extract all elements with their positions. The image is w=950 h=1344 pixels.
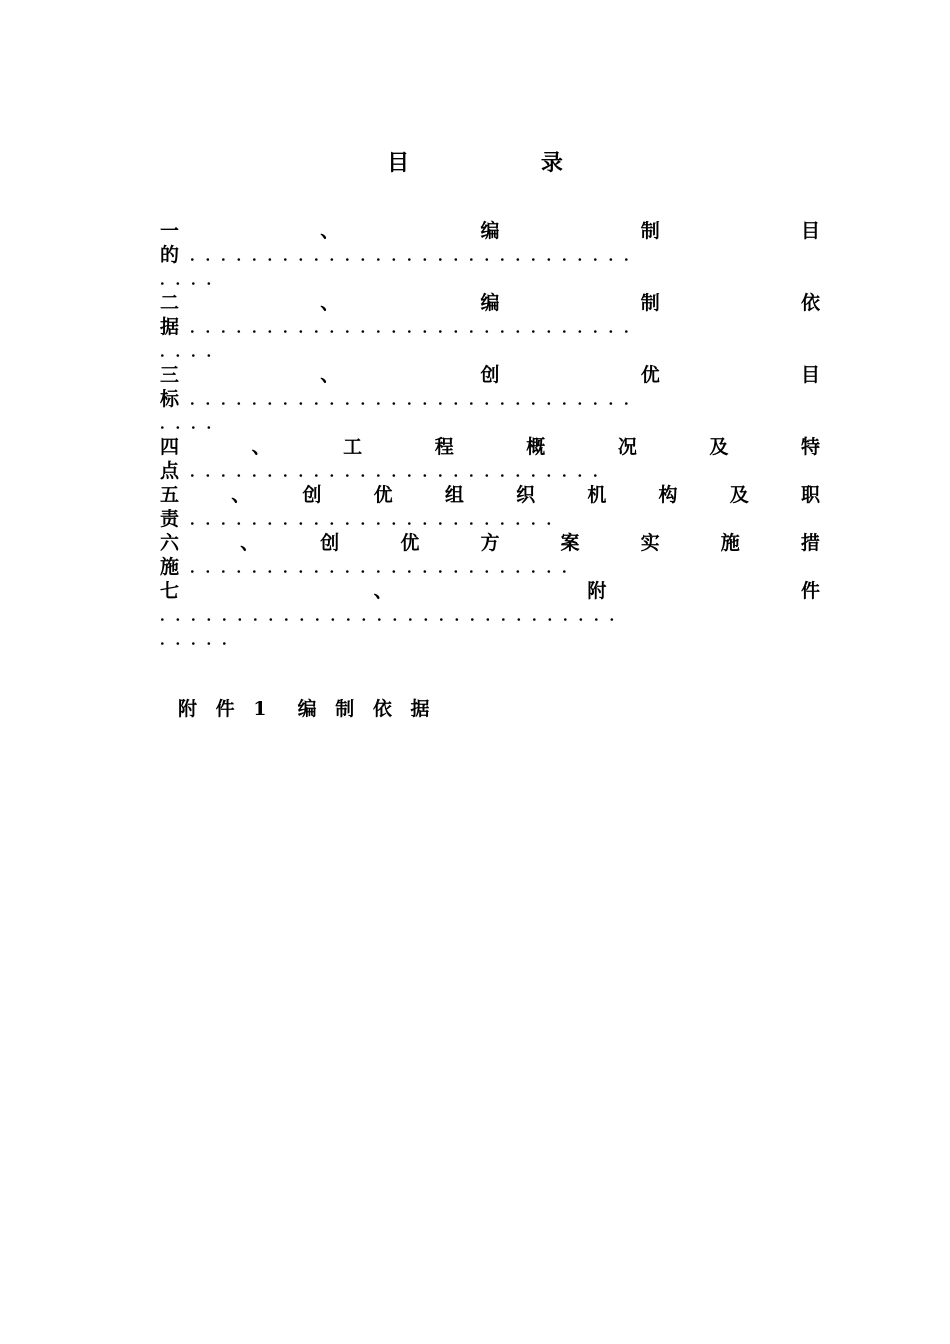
toc-heading-char: 、 [240,532,260,554]
toc-heading-char: 、 [320,292,340,314]
dot-leader-continuation: ．．．．． [160,630,246,648]
dot-leader-continuation: ．．．． [160,270,230,288]
appendix-line: 附 件 1 编 制 依 据 [178,698,436,720]
dot-leader-continuation: ．．．． [160,414,230,432]
dot-leader: ．．．．．．．．．．．．．．．．．．．．．．．．．．．．．． [160,606,633,624]
toc-heading-char: 、 [373,580,393,602]
toc-heading-char: 件 [800,580,820,602]
toc-heading-char: 方 [480,532,500,554]
toc-heading-char: 优 [400,532,420,554]
toc-entry[interactable] [160,483,820,531]
toc-heading-char: 措 [800,532,820,554]
toc-heading-char: 六 [160,532,180,554]
dot-leader: ．．．．．．．．．．．．．．．．．．．．．．．．．．．．． [190,390,648,408]
toc-heading-char: 制 [640,220,660,242]
toc-heading-char: 案 [560,532,580,554]
toc-entry[interactable] [160,219,820,291]
toc-heading-char: 构 [658,484,678,506]
toc-heading-char: 附 [587,580,607,602]
toc-entry-leader-line [160,555,820,579]
toc-heading-char: 职 [800,484,820,506]
toc-heading-char: 优 [640,364,660,386]
toc-heading-char: 编 [480,292,500,314]
toc-heading-char: 创 [480,364,500,386]
dot-leader: ．．．．．．．．．．．．．．．．．．．．．．．．．．．．． [190,246,648,264]
toc-heading-char: 一 [160,220,180,242]
toc-heading-last-char: 的 [160,244,180,266]
toc-entry[interactable] [160,363,820,435]
dot-leader: ．．．．．．．．．．．．．．．．．．．．．．．．． [190,558,586,576]
toc-heading-char: 机 [587,484,607,506]
toc-heading-char: 编 [480,220,500,242]
toc-heading-char: 、 [320,220,340,242]
toc-heading-char: 目 [800,364,820,386]
toc-heading-char: 二 [160,292,180,314]
toc-heading-char: 织 [516,484,536,506]
toc-heading-char: 制 [640,292,660,314]
toc-entry-leader-line [160,387,820,411]
toc-entry[interactable] [160,291,820,363]
toc-heading-char: 概 [526,436,546,458]
toc-entry-leader-line [160,507,820,531]
toc-entry-heading [160,291,820,315]
toc-entry-leader-line [160,459,820,483]
toc-heading-char: 及 [729,484,749,506]
toc-entry-leader-line [160,315,820,339]
toc-heading-char: 创 [320,532,340,554]
dot-leader: ．．．．．．．．．．．．．．．．．．．．．．．．．．．．． [190,318,648,336]
toc-heading-char: 及 [709,436,729,458]
toc-heading-char: 四 [160,436,180,458]
toc-entry-heading [160,579,820,603]
toc-entry-heading [160,219,820,243]
page-title: 目 录 [387,150,625,176]
toc-heading-char: 、 [320,364,340,386]
dot-leader-continuation: ．．．． [160,342,230,360]
toc-heading-char: 程 [434,436,454,458]
toc-heading-char: 、 [231,484,251,506]
toc-heading-char: 特 [800,436,820,458]
toc-heading-char: 依 [800,292,820,314]
toc-heading-char: 五 [160,484,180,506]
toc-heading-char: 三 [160,364,180,386]
toc-heading-char: 施 [720,532,740,554]
toc-heading-char: 、 [251,436,271,458]
toc-heading-char: 组 [444,484,464,506]
toc-heading-char: 工 [343,436,363,458]
toc-heading-last-char: 据 [160,316,180,338]
toc-entry[interactable] [160,531,820,579]
toc-heading-char: 况 [617,436,637,458]
toc-heading-char: 实 [640,532,660,554]
toc-entry-heading [160,531,820,555]
toc-entry[interactable] [160,579,820,651]
toc-heading-last-char: 责 [160,508,180,530]
toc-heading-char: 目 [800,220,820,242]
toc-heading-char: 创 [302,484,322,506]
toc-entry-leader-line [160,603,820,627]
toc-heading-last-char: 点 [160,460,180,482]
dot-leader: ．．．．．．．．．．．．．．．．．．．．．．．． [190,510,570,528]
toc-entry[interactable] [160,435,820,483]
toc-heading-char: 优 [373,484,393,506]
toc-heading-char: 七 [160,580,180,602]
toc-entry-heading [160,363,820,387]
toc-entry-leader-line [160,243,820,267]
toc-entry-heading [160,483,820,507]
toc-entry-heading [160,435,820,459]
toc-heading-last-char: 标 [160,388,180,410]
dot-leader: ．．．．．．．．．．．．．．．．．．．．．．．．．．． [190,462,617,480]
toc-heading-last-char: 施 [160,556,180,578]
table-of-contents [160,219,820,651]
